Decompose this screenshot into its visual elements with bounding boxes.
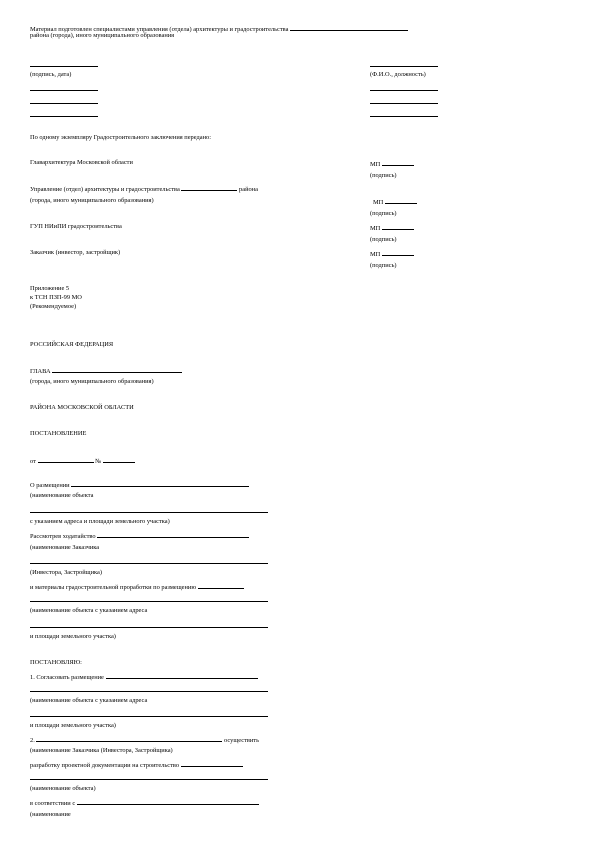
materials-label: и материалы градостроительной проработки по размещению	[30, 584, 197, 591]
blank-line	[36, 735, 222, 742]
object-caption: (наименование объекта	[30, 492, 94, 499]
name-caption: (наименование	[30, 811, 71, 818]
blank-line	[30, 779, 268, 780]
signature-blank	[370, 90, 438, 91]
recipient-label	[30, 184, 258, 194]
recipient-label: Заказчик (инвестор, застройщик)	[30, 249, 121, 256]
recipient-suffix: района	[239, 186, 258, 193]
item2-line	[30, 735, 259, 745]
glava-label: ГЛАВА	[30, 368, 51, 375]
considered-label: Рассмотрев ходатайство	[30, 533, 96, 540]
district-line: района (города), иного муниципального образования	[30, 32, 175, 39]
address-caption: с указанием адреса и площади земельного участка)	[30, 518, 170, 525]
signature-blank	[370, 103, 438, 104]
stamp-label: МП	[370, 251, 381, 258]
customer-caption: (наименование Заказчика	[30, 544, 100, 551]
glava-line	[30, 366, 182, 376]
blank-line	[77, 798, 259, 805]
stamp-label: МП	[370, 161, 381, 168]
decree-title: ПОСТАНОВЛЕНИЕ	[30, 430, 87, 437]
customer-investor-caption: (наименование Заказчика (Инвестора, Застройщика)	[30, 747, 173, 754]
land-area-caption: и площади земельного участка)	[30, 633, 116, 640]
item1-line	[30, 672, 258, 682]
blank-line	[52, 366, 182, 373]
signature-blank	[30, 116, 98, 117]
stamp-label: МП	[370, 225, 381, 232]
signature-caption: (подпись)	[370, 172, 397, 179]
signature-blank	[370, 66, 438, 67]
blank-line	[30, 627, 268, 628]
name-position-caption: (Ф.И.О., должность)	[370, 71, 426, 78]
appendix-standard: к ТСН ПЗП-99 МО	[30, 294, 82, 301]
blank-line	[382, 223, 414, 230]
appendix-status: (Рекомендуемое)	[30, 303, 77, 310]
blank-line	[181, 760, 243, 767]
region-heading: РАЙОНА МОСКОВСКОЙ ОБЛАСТИ	[30, 404, 134, 411]
appendix-number: Приложение 5	[30, 285, 70, 292]
number-label: №	[95, 458, 102, 465]
according-line	[30, 798, 259, 808]
blank-line	[382, 159, 414, 166]
land-area-caption: и площади земельного участка)	[30, 722, 116, 729]
blank-line	[38, 456, 94, 463]
blank-line	[181, 184, 237, 191]
blank-line	[30, 691, 268, 692]
blank-line	[71, 480, 249, 487]
stamp-field	[373, 197, 417, 207]
signature-blank	[30, 66, 98, 67]
design-docs-line	[30, 760, 243, 770]
stamp-field	[370, 249, 414, 259]
blank-line	[198, 582, 244, 589]
date-number-line	[30, 456, 135, 466]
blank-line	[30, 563, 268, 564]
blank-line	[30, 512, 268, 513]
blank-line	[103, 456, 135, 463]
item2-tail: осуществить	[224, 737, 260, 744]
blank-line	[30, 716, 268, 717]
blank-line	[106, 672, 258, 679]
signature-caption: (подпись)	[370, 236, 397, 243]
considered-line	[30, 531, 249, 541]
signature-caption: (подпись)	[370, 210, 397, 217]
blank-line	[97, 531, 249, 538]
recipient-label: ГУП НИиПИ градостроительства	[30, 223, 122, 230]
about-label: О размещении	[30, 482, 70, 489]
stamp-label: МП	[373, 199, 384, 206]
according-label: в соответствии с	[30, 800, 76, 807]
stamp-field	[370, 223, 414, 233]
materials-line	[30, 582, 244, 592]
blank-line	[382, 249, 414, 256]
recipient-sublabel: (города, иного муниципального образования)	[30, 197, 154, 204]
copies-intro: По одному экземпляру Градостроительного заключения передано:	[30, 134, 211, 141]
blank-line	[290, 24, 408, 31]
signature-caption: (подпись, дата)	[30, 71, 72, 78]
stamp-field	[370, 159, 414, 169]
object-caption: (наименование объекта)	[30, 785, 96, 792]
recipient-label: Главархитектура Московской области	[30, 159, 133, 166]
signature-blank	[370, 116, 438, 117]
recipient-text: Управление (отдел) архитектуры и градостроительства	[30, 186, 180, 193]
signature-caption: (подпись)	[370, 262, 397, 269]
design-docs-label: разработку проектной документации на строительство	[30, 762, 180, 769]
prepared-by-text: Материал подготовлен специалистами управления (отдела) архитектуры и градостроительства	[30, 26, 289, 33]
blank-line	[385, 197, 417, 204]
item2-number: 2.	[30, 737, 35, 744]
signature-blank	[30, 90, 98, 91]
blank-line	[30, 601, 268, 602]
signature-blank	[30, 103, 98, 104]
date-label: от	[30, 458, 36, 465]
federation-heading: РОССИЙСКАЯ ФЕДЕРАЦИЯ	[30, 341, 114, 348]
about-line	[30, 480, 249, 490]
object-address-caption: (наименование объекта с указанием адреса	[30, 697, 148, 704]
object-address-caption: (наименование объекта с указанием адреса	[30, 607, 148, 614]
investor-caption: (Инвестора, Застройщика)	[30, 569, 102, 576]
resolve-heading: ПОСТАНОВЛЯЮ:	[30, 659, 82, 666]
item1-label: 1. Согласовать размещение	[30, 674, 104, 681]
glava-caption: (города, иного муниципального образования)	[30, 378, 154, 385]
